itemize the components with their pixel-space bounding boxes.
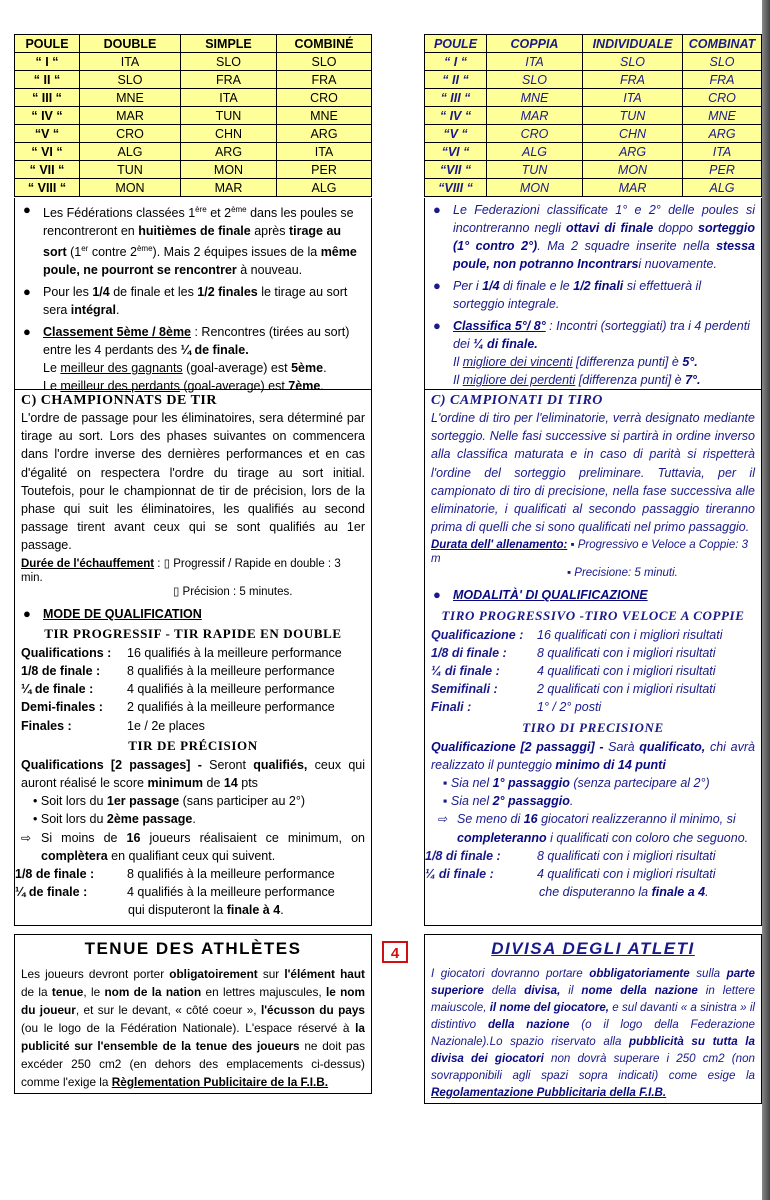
team-cell: ALG	[683, 179, 762, 197]
outfit-paragraph: Les joueurs devront porter obligatoirement sur l'élément haut de la tenue, le nom de la nation en lettres majuscules, le nom du joueur, et sur le devant, « côté coeur », l'écusson du pays (ou le logo de la Fédération Nationale). L'espace réservé à la publicité sur l'ensemble de la tenue des joueurs ne doit pas excéder 250 cm2 (en dehors des emplacements ci-dessus) comme l'exige la Règlementation Publicitaire de la F.I.B.	[21, 967, 366, 1089]
team-cell: CRO	[487, 125, 583, 143]
bullet-icon: ●	[23, 324, 31, 340]
rule-classification: ● Classement 5ème / 8ème : Rencontres (tirées au sort) entre les 4 perdants des ¼ de finale.	[23, 324, 350, 358]
pool-table-fr	[14, 34, 372, 197]
table-row	[15, 143, 372, 161]
round-value: 8 qualificati con i migliori risultati	[537, 848, 716, 863]
team-cell: ARG	[277, 125, 372, 143]
pool-name-cell: “VII “	[425, 161, 487, 179]
pool-name-cell: “VI “	[425, 143, 487, 161]
pool-name-cell: “ IV “	[425, 107, 487, 125]
bullet-icon: ●	[433, 202, 441, 217]
qualification-mode-heading: ● MODE DE QUALIFICATION	[21, 605, 365, 623]
team-cell: SLO	[487, 71, 583, 89]
pass-1-item: • Soit lors du 1er passage (sans participer au 2°)	[33, 794, 306, 809]
pool-name-cell: “V “	[15, 125, 80, 143]
table-row	[15, 161, 372, 179]
table-row	[425, 125, 762, 143]
team-cell: ARG	[181, 143, 277, 161]
fewer-than-16-note: ⇨ Se meno di 16 giocatori realizzeranno il minimo, si completeranno i qualificati con coloro che seguono.	[437, 812, 749, 845]
team-cell: FRA	[277, 71, 372, 89]
arrow-right-icon: ⇨	[21, 830, 32, 845]
round-label: ¼ de finale :	[21, 682, 94, 697]
list-item	[21, 680, 365, 698]
table-row	[15, 53, 372, 71]
progressive-title: TIRO PROGRESSIVO -TIRO VELOCE A COPPIE	[441, 607, 745, 623]
precision-title: TIRO DI PRECISIONE	[522, 719, 664, 735]
team-cell: SLO	[181, 53, 277, 71]
round-value: 8 qualifiés à la meilleure performance	[127, 664, 335, 679]
team-cell: MAR	[487, 107, 583, 125]
team-cell: ITA	[683, 143, 762, 161]
round-label: 1/8 de finale :	[15, 867, 95, 882]
pool-column-header: INDIVIDUALE	[583, 35, 683, 53]
team-cell: ITA	[487, 53, 583, 71]
table-row	[425, 53, 762, 71]
round-value: 4 qualifiés à la meilleure performance	[127, 682, 335, 697]
team-cell: CRO	[80, 125, 181, 143]
bullet-icon: ●	[433, 587, 441, 603]
team-cell: FRA	[583, 71, 683, 89]
pool-table-header	[15, 35, 372, 53]
pool-column-header: COMBINÉ	[277, 35, 372, 53]
list-item	[431, 698, 755, 716]
pool-name-cell: “ I “	[15, 53, 80, 71]
pool-name-cell: “ I “	[425, 53, 487, 71]
bullet-icon: ●	[23, 605, 31, 621]
team-cell: PER	[277, 161, 372, 179]
team-cell: ALG	[277, 179, 372, 197]
team-cell: CHN	[583, 125, 683, 143]
round-label: Semifinali :	[431, 682, 498, 697]
draw-rules-fr	[14, 198, 372, 394]
order-paragraph: L'ordre de passage pour les éliminatoires, sera déterminé par tirage au sort. Lors des phases suivantes on commencera dans l'ordre inverse des dernières performances et en cas d'égalité on respectera l'ordre du tirage au sort initial. Toutefois, pour le championnat de tir de précision, lors de la phase qui suit les éliminatoires, les qualifiés au second passage tirent avant ceux qui se sont qualifiés au 1er passage.	[21, 411, 365, 553]
pool-name-cell: “ II “	[425, 71, 487, 89]
team-cell: MNE	[80, 89, 181, 107]
round-label: ¼ di finale :	[431, 664, 500, 679]
team-cell: ALG	[80, 143, 181, 161]
round-label: 1/8 di finale :	[425, 848, 501, 863]
team-cell: ARG	[583, 143, 683, 161]
outfit-paragraph: I giocatori dovranno portare obbligatoriamente sulla parte superiore della divisa, il nome della nazione in lettere maiuscole, il nome del giocatore, e sul davanti « a sinistra » il distintivo della nazione (o il logo della Federazione Nazionale).Lo spazio riservato alla pubblicità su tutta la divisa dei giocatori non dovrà superare i 250 cm2 (non sovrapponibili agli spazi sopra indicati) come esige la Regolamentazione Pubblicitaria della F.I.B.	[431, 967, 755, 1099]
round-label: ¼ de finale :	[15, 885, 88, 900]
athlete-outfit-fr	[14, 934, 372, 1094]
list-item	[431, 680, 755, 698]
section-title: C) CHAMPIONNATS DE TIR	[21, 393, 217, 408]
pool-name-cell: “V “	[425, 125, 487, 143]
shooting-championships-it	[424, 390, 762, 926]
team-cell: MAR	[80, 107, 181, 125]
rule-round-of-16: ● Les Fédérations classées 1ère et 2ème dans les poules se rencontreront en huitièmes de finale après tirage au sort (1er contre 2ème). Mais 2 équipes issues de la même poule, ne pourront se rencontrer à nouveau.	[23, 202, 357, 278]
outfit-title: TENUE DES ATHLÈTES	[84, 939, 302, 958]
draw-rules-it	[424, 198, 762, 390]
qualification-table	[431, 626, 755, 717]
round-label: 1/8 de finale :	[21, 664, 101, 679]
team-cell: MNE	[277, 107, 372, 125]
bullet-icon: ●	[23, 202, 31, 217]
team-cell: ITA	[277, 143, 372, 161]
progressive-title: TIR PROGRESSIF - TIR RAPIDE EN DOUBLE	[44, 625, 342, 641]
team-cell: TUN	[487, 161, 583, 179]
team-cell: SLO	[80, 71, 181, 89]
pass-1-item: ▪ Sia nel 1° passaggio (senza partecipare al 2°)	[443, 776, 710, 791]
list-item	[21, 717, 365, 735]
table-row	[15, 107, 372, 125]
table-row	[425, 107, 762, 125]
team-cell: FRA	[181, 71, 277, 89]
team-cell: MAR	[583, 179, 683, 197]
round-value: 16 qualificati con i migliori risultati	[537, 627, 723, 642]
arrow-right-icon: ⇨	[437, 812, 448, 827]
section-title: C) CAMPIONATI DI TIRO	[431, 393, 603, 408]
athlete-outfit-it	[424, 934, 762, 1104]
precision-paragraph: Qualifications [2 passages] - Seront qualifiés, ceux qui auront réalisé le score minimum de 14 pts	[21, 757, 366, 791]
round-value: 4 qualificati con i migliori risultati	[537, 664, 716, 679]
page-edge-shadow	[762, 0, 770, 1200]
best-winner-line: Le meilleur des gagnants (goal-average) est 5ème.	[43, 361, 327, 376]
list-item	[431, 662, 755, 680]
round-label: ¼ di finale :	[425, 867, 494, 882]
round-label: Finales :	[21, 718, 72, 733]
pool-name-cell: “VIII “	[425, 179, 487, 197]
list-item	[15, 883, 365, 901]
round-value: 16 qualifiés à la meilleure performance	[127, 645, 342, 660]
table-row	[425, 143, 762, 161]
rule-round-of-16: ● Le Federazioni classificate 1° e 2° delle poules si incontreranno negli ottavi di finale doppo sorteggio (1° contro 2°). Ma 2 squadre inserite nella stessa poule, non potranno Incontrarsi nuovamente.	[433, 202, 755, 271]
bullet-icon: ●	[23, 284, 31, 300]
table-row	[15, 125, 372, 143]
round-value: 8 qualifiés à la meilleure performance	[127, 867, 335, 882]
pool-name-cell: “ III “	[15, 89, 80, 107]
outfit-title: DIVISA DEGLI ATLETI	[491, 939, 695, 958]
team-cell: ITA	[583, 89, 683, 107]
pass-2-item: ▪ Sia nel 2° passaggio.	[443, 794, 574, 809]
round-value: 1° / 2° posti	[537, 700, 602, 715]
final-qualification-table	[15, 865, 365, 901]
round-label: Qualificazione :	[431, 627, 524, 642]
pool-name-cell: “ II “	[15, 71, 80, 89]
warmup-duration: Durée de l'échauffement : ▯ Progressif / Rapide en double : 3 min. ▯ Précision : 5 minutes.	[21, 557, 341, 598]
team-cell: CHN	[181, 125, 277, 143]
bullet-icon: ●	[433, 278, 441, 293]
team-cell: ALG	[487, 143, 583, 161]
list-item	[21, 698, 365, 716]
team-cell: ITA	[181, 89, 277, 107]
round-label: Qualifications :	[21, 645, 112, 660]
rule-quarter-semi: ● Per i 1/4 di finale e le 1/2 finali si effettuerà il sorteggio integrale.	[433, 278, 702, 311]
final-qualification-table	[425, 847, 755, 883]
precision-paragraph: Qualificazione [2 passaggi] - Sarà qualificato, chi avrà realizzato il punteggio minimo di 14 punti	[431, 739, 755, 772]
best-winner-line: Il migliore dei vincenti [differenza punti] è 5°.	[453, 355, 698, 369]
list-item	[425, 865, 755, 883]
round-value: 2 qualificati con i migliori risultati	[537, 682, 716, 697]
pool-name-cell: “ IV “	[15, 107, 80, 125]
table-row	[15, 71, 372, 89]
shooting-championships-fr	[14, 390, 372, 926]
team-cell: MNE	[487, 89, 583, 107]
pool-column-header: SIMPLE	[181, 35, 277, 53]
team-cell: PER	[683, 161, 762, 179]
final-four-line: che disputeranno la finale a 4.	[539, 885, 709, 900]
pool-column-header: POULE	[425, 35, 487, 53]
team-cell: MON	[487, 179, 583, 197]
round-value: 4 qualificati con i migliori risultati	[537, 867, 716, 882]
precision-title: TIR DE PRÉCISION	[128, 737, 258, 753]
fewer-than-16-note: ⇨ Si moins de 16 joueurs réalisaient ce minimum, on complètera en qualifiant ceux qui suivent.	[21, 830, 365, 863]
round-label: 1/8 di finale :	[431, 645, 507, 660]
rule-quarter-semi: ● Pour les 1/4 de finale et les 1/2 finales le tirage au sort sera intégral.	[23, 284, 348, 318]
team-cell: MNE	[683, 107, 762, 125]
pool-column-header: DOUBLE	[80, 35, 181, 53]
list-item	[15, 865, 365, 883]
team-cell: FRA	[683, 71, 762, 89]
best-loser-line: Il migliore dei perdenti [differenza punti] è 7°.	[453, 373, 701, 387]
round-label: Finali :	[431, 700, 472, 715]
team-cell: MAR	[181, 179, 277, 197]
list-item	[431, 644, 755, 662]
team-cell: MON	[583, 161, 683, 179]
qualification-mode-heading: ● MODALITÀ' DI QUALIFICAZIONE	[431, 586, 755, 604]
bullet-icon: ●	[433, 318, 441, 333]
order-paragraph: L'ordine di tiro per l'eliminatorie, verrà designato mediante sorteggio. Nelle fasi successive si partirà in ordine inverso alla classifica maturata e in caso di parità si rispetterà l'ordine del sorteggio preliminare. Tuttavia, per il campionato di tiro di precisione, nella fase successiva alle eliminatorie, i qualificati al secondo passaggio tireranno prima di quelli che si sono qualificati nel primo passaggio.	[431, 411, 755, 535]
pool-column-header: COMBINAT	[683, 35, 762, 53]
pool-name-cell: “ VIII “	[15, 179, 80, 197]
pool-name-cell: “ VI “	[15, 143, 80, 161]
best-loser-line: Le meilleur des perdants (goal-average) est 7ème.	[43, 379, 324, 394]
team-cell: SLO	[683, 53, 762, 71]
team-cell: SLO	[583, 53, 683, 71]
pool-name-cell: “ VII “	[15, 161, 80, 179]
team-cell: ARG	[683, 125, 762, 143]
pool-column-header: COPPIA	[487, 35, 583, 53]
list-item	[21, 644, 365, 662]
page-number: 4	[382, 941, 408, 963]
list-item	[431, 626, 755, 644]
team-cell: ITA	[80, 53, 181, 71]
team-cell: TUN	[583, 107, 683, 125]
team-cell: CRO	[683, 89, 762, 107]
round-value: 1e / 2e places	[127, 718, 205, 733]
round-value: 4 qualifiés à la meilleure performance	[127, 885, 335, 900]
table-row	[425, 89, 762, 107]
team-cell: TUN	[80, 161, 181, 179]
list-item	[425, 847, 755, 865]
table-row	[15, 179, 372, 197]
team-cell: MON	[181, 161, 277, 179]
pool-name-cell: “ III “	[425, 89, 487, 107]
round-label: Demi-finales :	[21, 700, 103, 715]
round-value: 8 qualificati con i migliori risultati	[537, 645, 716, 660]
table-row	[425, 179, 762, 197]
team-cell: TUN	[181, 107, 277, 125]
warmup-duration: Durata dell' allenamento: ▪ Progressivo e Veloce a Coppie: 3 m ▪ Precisione: 5 minuti.	[431, 539, 749, 580]
team-cell: SLO	[277, 53, 372, 71]
table-row	[425, 161, 762, 179]
final-four-line: qui disputeront la finale à 4.	[128, 903, 284, 918]
pool-table-header	[425, 35, 762, 53]
rule-classification: ● Classifica 5°/ 8° : Incontri (sorteggiati) tra i 4 perdenti dei ¼ di finale.	[433, 318, 750, 351]
round-value: 2 qualifiés à la meilleure performance	[127, 700, 335, 715]
list-item	[21, 662, 365, 680]
pool-column-header: POULE	[15, 35, 80, 53]
team-cell: MON	[80, 179, 181, 197]
team-cell: CRO	[277, 89, 372, 107]
table-row	[425, 71, 762, 89]
pass-2-item: • Soit lors du 2ème passage.	[33, 812, 196, 827]
qualification-table	[21, 644, 365, 735]
table-row	[15, 89, 372, 107]
pool-table-it	[424, 34, 762, 197]
